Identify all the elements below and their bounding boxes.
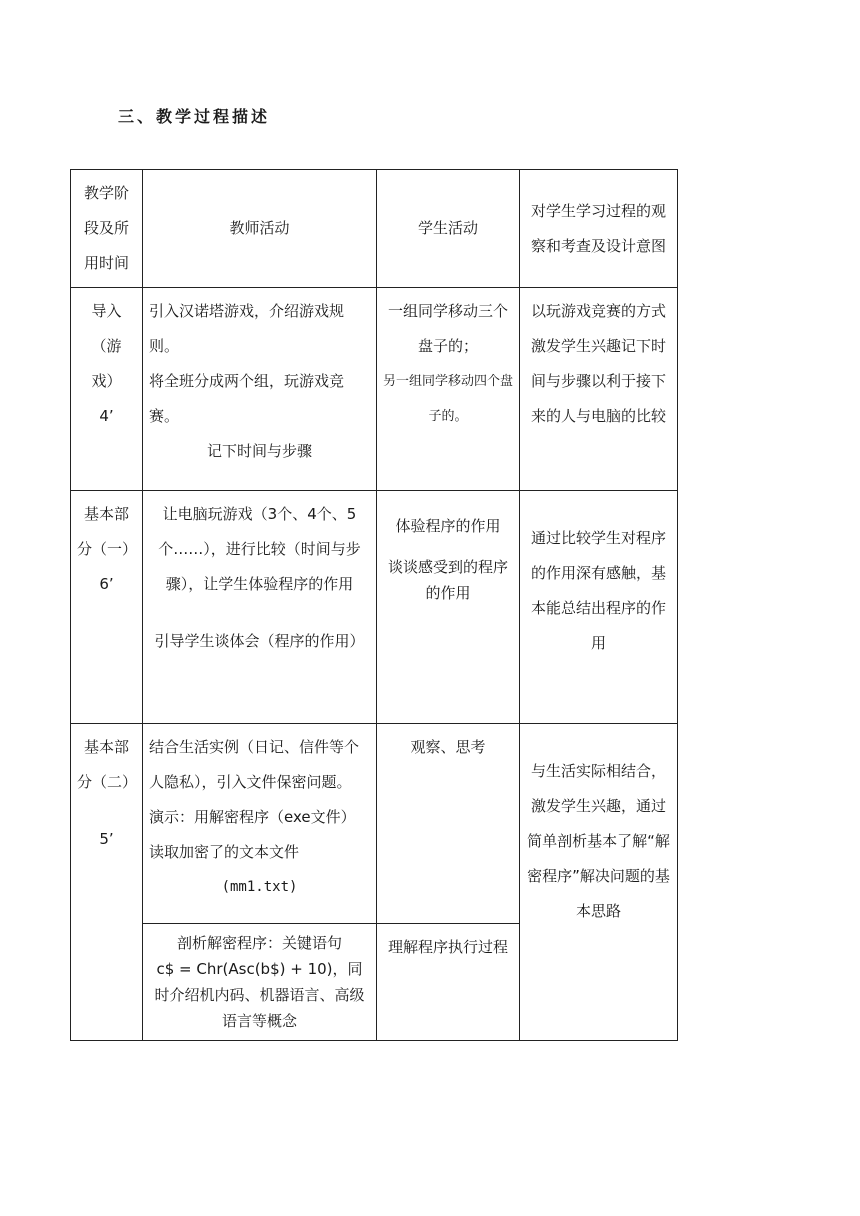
teacher-activity-text: 结合生活实例（日记、信件等个人隐私），引入文件保密问题。: [149, 738, 360, 791]
teacher-activity-cell: [143, 288, 377, 491]
stage-line: （游: [91, 337, 122, 355]
header-teacher-activity: 教师活动: [143, 170, 377, 288]
teacher-activity-cell: [143, 924, 377, 1041]
header-stage: 教学阶段及所用时间: [71, 170, 143, 288]
teaching-process-table: [70, 169, 678, 1041]
stage-cell: [71, 288, 143, 491]
stage-time: 4’: [99, 407, 114, 425]
table-row: [71, 724, 678, 924]
observation-cell: 通过比较学生对程序的作用深有感触，基本能总结出程序的作用: [520, 491, 678, 724]
student-activity-text: 另一组同学移动四个盘子的。: [383, 374, 514, 424]
student-activity-cell: [377, 491, 520, 724]
student-activity-cell: 理解程序执行过程: [377, 924, 520, 1041]
student-activity-cell: 观察、思考: [377, 724, 520, 924]
teacher-activity-text: 让电脑玩游戏（3个、4个、5个……），进行比较（时间与步骤），让学生体验程序的作用: [158, 505, 361, 593]
stage-cell: [71, 491, 143, 724]
observation-cell: 与生活实际相结合，激发学生兴趣，通过简单剖析基本了解“解密程序”解决问题的基本思路: [520, 724, 678, 1041]
teacher-activity-text: 记下时间与步骤: [206, 442, 312, 460]
stage-line: 导入: [91, 302, 122, 320]
teacher-activity-text: 剖析解密程序：关键语句: [176, 934, 342, 952]
teacher-activity-text: (mm1.txt): [221, 879, 298, 895]
observation-cell: 以玩游戏竞赛的方式激发学生兴趣记下时间与步骤以利于接下来的人与电脑的比较: [520, 288, 678, 491]
teacher-activity-text: 演示：用解密程序（exe文件）读取加密了的文本文件: [149, 808, 356, 861]
header-observation: 对学生学习过程的观察和考查及设计意图: [520, 170, 678, 288]
student-activity-text: 一组同学移动三个盘子的；: [387, 302, 508, 355]
header-student-activity: 学生活动: [377, 170, 520, 288]
student-activity-text: 体验程序的作用: [395, 517, 501, 535]
teacher-activity-text: 引入汉诺塔游戏，介绍游戏规则。: [149, 302, 345, 355]
stage-cell: [71, 724, 143, 1041]
teacher-activity-cell: [143, 491, 377, 724]
stage-line: 基本部分（一）: [77, 505, 138, 558]
teacher-activity-text: 引导学生谈体会（程序的作用）: [154, 632, 365, 650]
table-header-row: [71, 170, 678, 288]
section-title: 三、教学过程描述: [118, 107, 271, 126]
teacher-activity-text: c$ = Chr(Asc(b$) + 10)，同时介绍机内码、机器语言、高级语言等概念: [154, 960, 365, 1030]
stage-line: 基本部分（二）: [77, 738, 138, 791]
table-row: [71, 491, 678, 724]
student-activity-cell: [377, 288, 520, 491]
table-row: [71, 288, 678, 491]
teacher-activity-cell: [143, 724, 377, 924]
student-activity-text: 谈谈感受到的程序的作用: [387, 558, 508, 602]
stage-time: 5’: [99, 830, 114, 848]
stage-time: 6’: [99, 575, 114, 593]
stage-line: 戏）: [91, 372, 122, 390]
teacher-activity-text: 将全班分成两个组，玩游戏竞赛。: [149, 372, 345, 425]
